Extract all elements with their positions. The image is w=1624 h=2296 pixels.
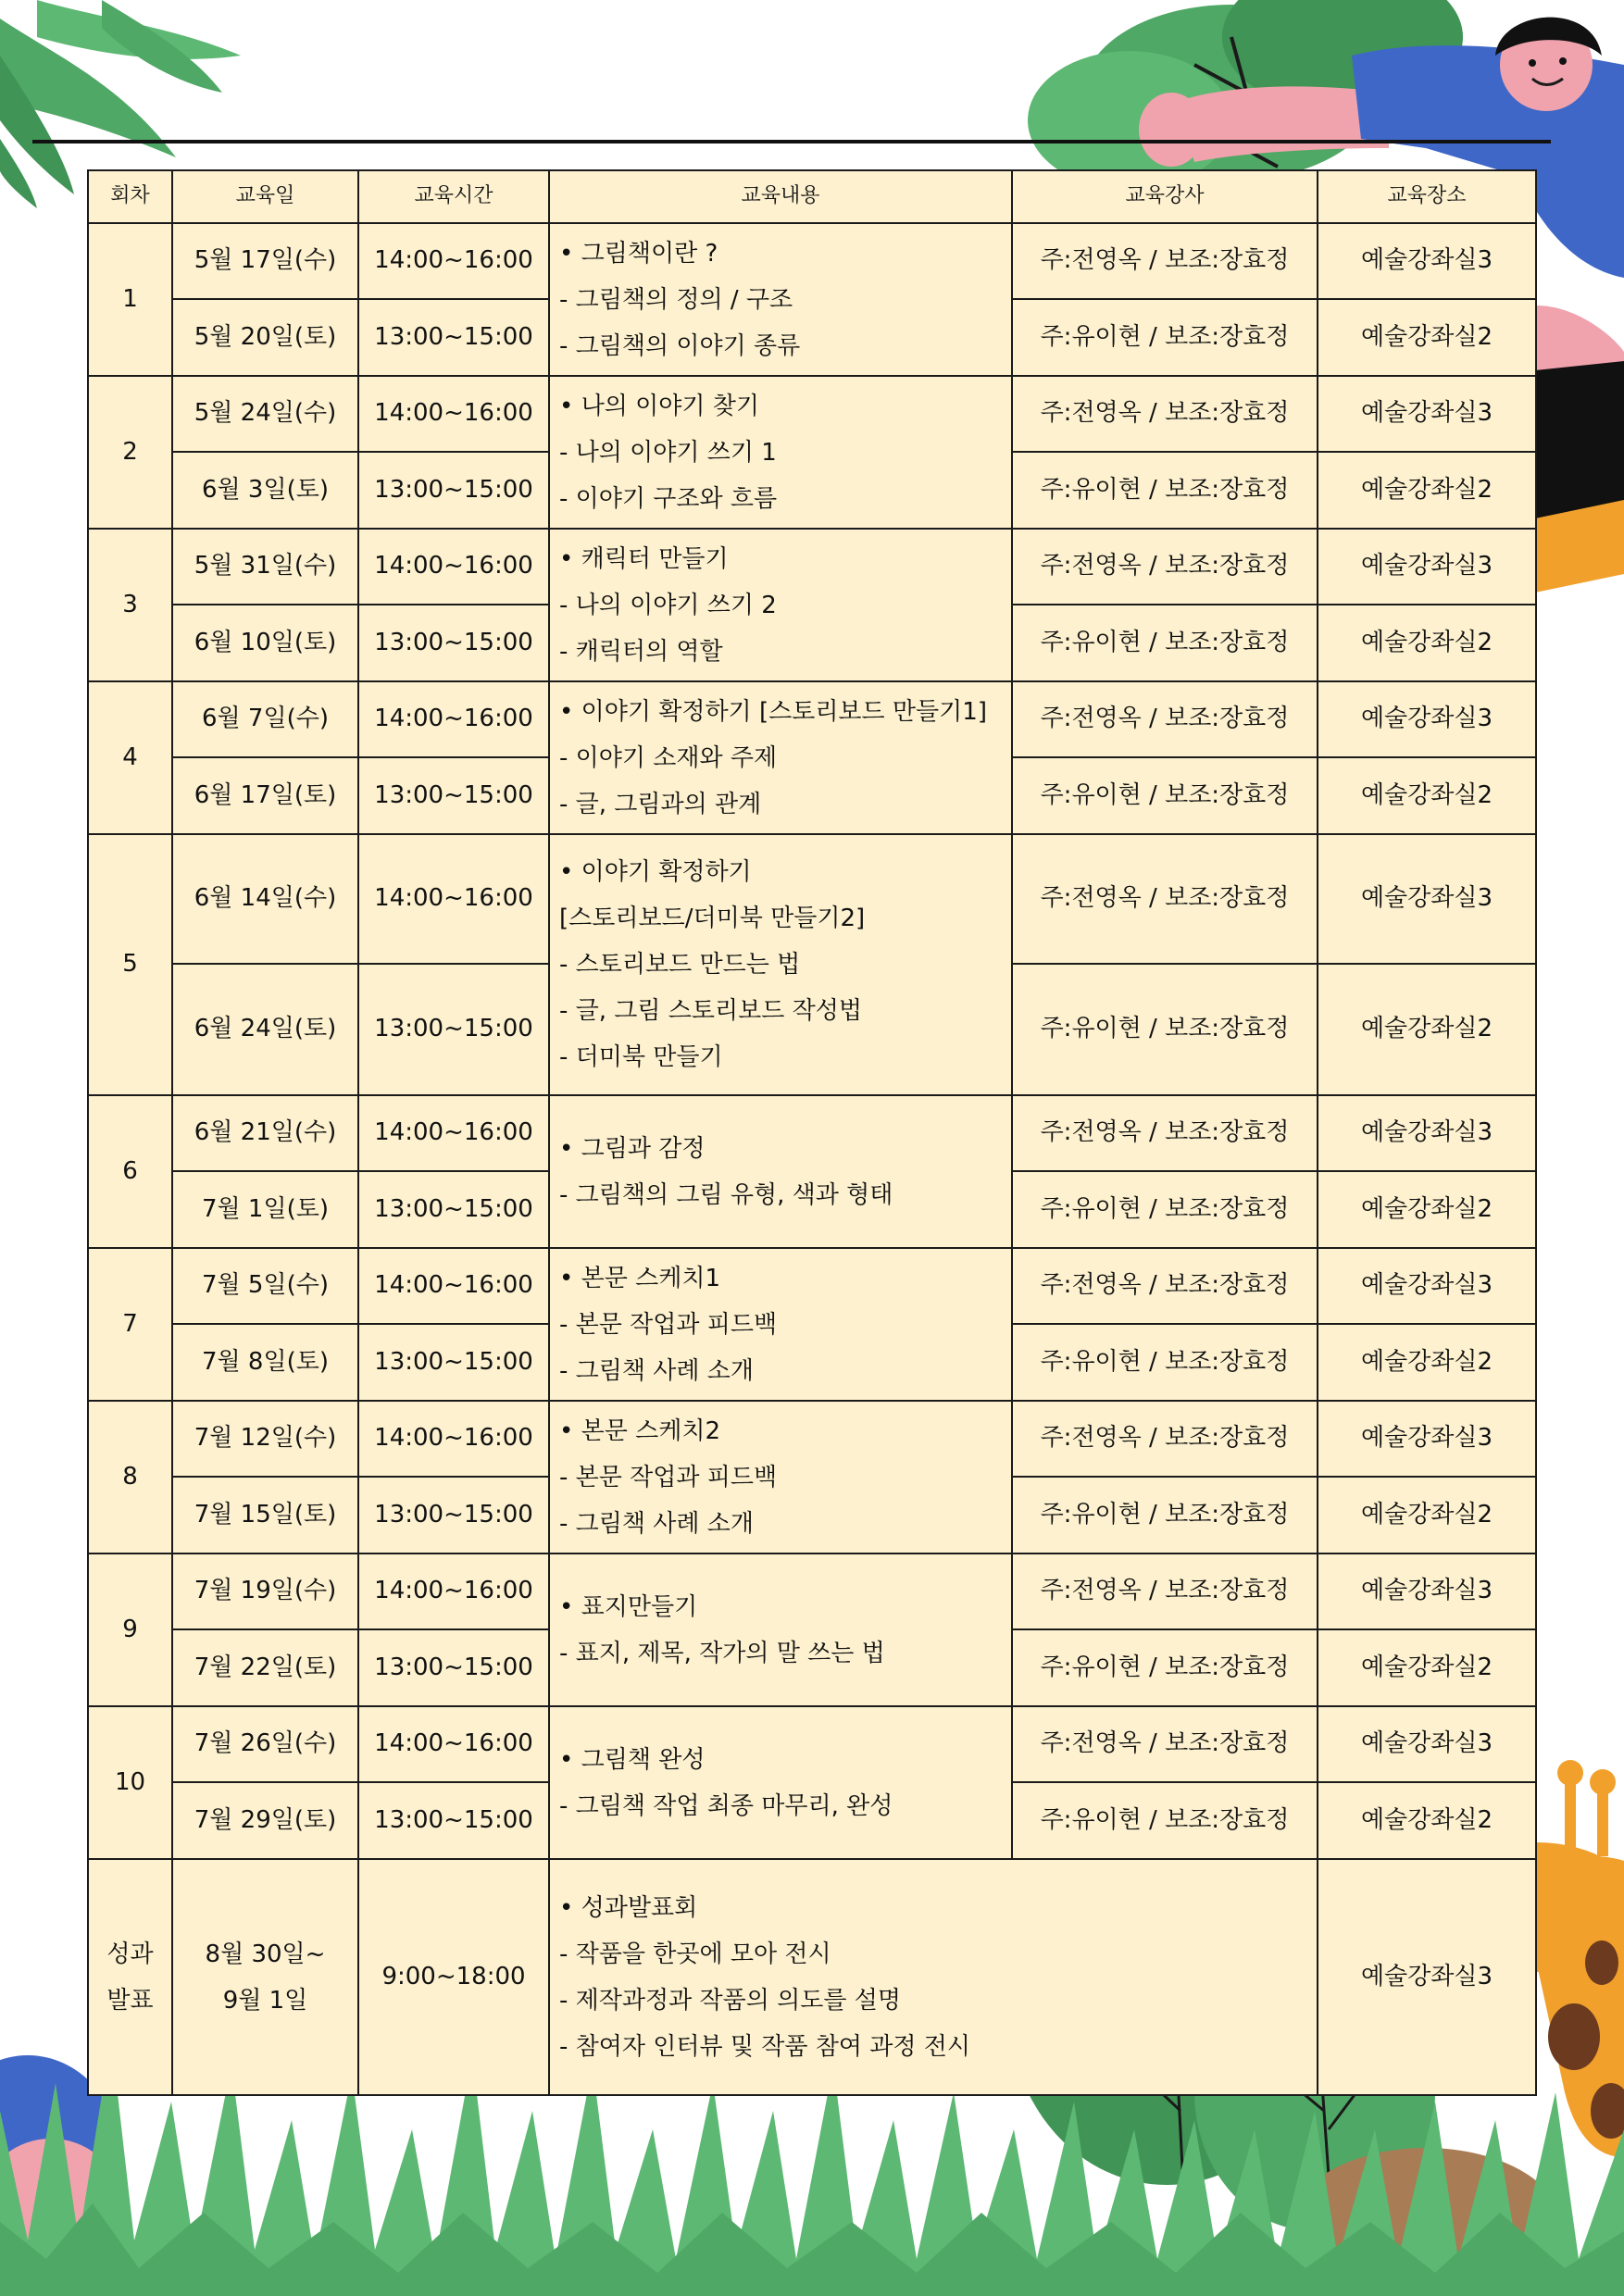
session-instructor: 주:전영옥 / 보조:장효정 (1012, 834, 1318, 964)
content-line: • 본문 스케치2 (559, 1416, 720, 1445)
round-number: 6 (88, 1095, 172, 1248)
table-row (88, 834, 1536, 964)
session-instructor: 주:전영옥 / 보조:장효정 (1012, 1401, 1318, 1477)
session-time: 14:00~16:00 (358, 681, 549, 757)
content-line: - 표지, 제목, 작가의 말 쓰는 법 (559, 1639, 885, 1667)
content-line: - 그림책 사례 소개 (559, 1356, 754, 1385)
session-date: 5월 17일(수) (172, 223, 358, 299)
session-time: 14:00~16:00 (358, 1706, 549, 1782)
round-number: 8 (88, 1401, 172, 1554)
education-schedule-table (87, 169, 1537, 2096)
table-row (88, 1095, 1536, 1171)
session-date: 6월 10일(토) (172, 605, 358, 681)
content-line: - 더미북 만들기 (559, 1043, 723, 1071)
session-time: 13:00~15:00 (358, 299, 549, 376)
round-number: 3 (88, 529, 172, 681)
session-instructor: 주:유이현 / 보조:장효정 (1012, 1629, 1318, 1706)
session-location: 예술강좌실2 (1318, 1324, 1536, 1401)
header-content: 교육내용 (549, 170, 1012, 223)
header-date: 교육일 (172, 170, 358, 223)
session-location: 예술강좌실2 (1318, 964, 1536, 1095)
round-number: 7 (88, 1248, 172, 1401)
session-content (549, 376, 1012, 529)
session-time: 14:00~16:00 (358, 1401, 549, 1477)
session-time: 13:00~15:00 (358, 1782, 549, 1859)
content-line: - 그림책의 이야기 종류 (559, 331, 801, 360)
session-time: 14:00~16:00 (358, 1554, 549, 1629)
session-location: 예술강좌실2 (1318, 1629, 1536, 1706)
session-instructor: 주:전영옥 / 보조:장효정 (1012, 1095, 1318, 1171)
content-line: - 제작과정과 작품의 의도를 설명 (559, 1986, 901, 2015)
content-line: - 본문 작업과 피드백 (559, 1310, 778, 1339)
table-row (88, 1706, 1536, 1782)
session-date: 7월 8일(토) (172, 1324, 358, 1401)
table-row (88, 1248, 1536, 1324)
session-location: 예술강좌실3 (1318, 529, 1536, 605)
session-location: 예술강좌실2 (1318, 1477, 1536, 1554)
session-instructor: 주:전영옥 / 보조:장효정 (1012, 529, 1318, 605)
final-time: 9:00~18:00 (358, 1859, 549, 2095)
content-line: - 그림책 작업 최종 마무리, 완성 (559, 1791, 893, 1820)
session-time: 13:00~15:00 (358, 964, 549, 1095)
session-instructor: 주:유이현 / 보조:장효정 (1012, 757, 1318, 834)
session-location: 예술강좌실2 (1318, 605, 1536, 681)
content-line: • 그림책이란 ? (559, 239, 718, 268)
table-body (88, 223, 1536, 2095)
content-line: • 그림과 감정 (559, 1134, 706, 1163)
session-content (549, 529, 1012, 681)
table-row (88, 376, 1536, 452)
session-instructor: 주:유이현 / 보조:장효정 (1012, 964, 1318, 1095)
session-date: 5월 31일(수) (172, 529, 358, 605)
session-content (549, 834, 1012, 1095)
session-date: 7월 15일(토) (172, 1477, 358, 1554)
session-instructor: 주:전영옥 / 보조:장효정 (1012, 1706, 1318, 1782)
content-line: • 이야기 확정하기 (559, 858, 752, 886)
round-number: 2 (88, 376, 172, 529)
session-date: 7월 1일(토) (172, 1171, 358, 1248)
session-time: 13:00~15:00 (358, 757, 549, 834)
content-line: [스토리보드/더미북 만들기2] (559, 905, 866, 932)
session-location: 예술강좌실3 (1318, 681, 1536, 757)
session-time: 14:00~16:00 (358, 376, 549, 452)
session-content (549, 1248, 1012, 1401)
session-time: 14:00~16:00 (358, 1095, 549, 1171)
header-time: 교육시간 (358, 170, 549, 223)
session-date: 5월 24일(수) (172, 376, 358, 452)
content-line: • 캐릭터 만들기 (559, 544, 729, 573)
table-row-final (88, 1859, 1536, 2095)
session-location: 예술강좌실3 (1318, 1554, 1536, 1629)
session-content (549, 681, 1012, 834)
round-number: 10 (88, 1706, 172, 1859)
session-date: 7월 12일(수) (172, 1401, 358, 1477)
content-line: - 작품을 한곳에 모아 전시 (559, 1940, 831, 1968)
session-location: 예술강좌실2 (1318, 452, 1536, 529)
content-line: - 이야기 소재와 주제 (559, 743, 778, 772)
session-time: 14:00~16:00 (358, 1248, 549, 1324)
round-number: 9 (88, 1554, 172, 1706)
session-time: 14:00~16:00 (358, 529, 549, 605)
date-line: 9월 1일 (222, 1986, 308, 2015)
session-date: 7월 22일(토) (172, 1629, 358, 1706)
session-location: 예술강좌실2 (1318, 299, 1536, 376)
date-line: 8월 30일~ (205, 1940, 326, 1968)
content-line: - 그림책 사례 소개 (559, 1509, 754, 1538)
round-number-final (88, 1859, 172, 2095)
final-date (172, 1859, 358, 2095)
session-instructor: 주:유이현 / 보조:장효정 (1012, 605, 1318, 681)
session-time: 13:00~15:00 (358, 1171, 549, 1248)
session-instructor: 주:전영옥 / 보조:장효정 (1012, 1248, 1318, 1324)
session-date: 5월 20일(토) (172, 299, 358, 376)
table-row (88, 681, 1536, 757)
session-instructor: 주:유이현 / 보조:장효정 (1012, 299, 1318, 376)
session-instructor: 주:전영옥 / 보조:장효정 (1012, 1554, 1318, 1629)
session-date: 6월 14일(수) (172, 834, 358, 964)
session-content (549, 1706, 1012, 1859)
table-header-row (88, 170, 1536, 223)
header-round: 회차 (88, 170, 172, 223)
content-line: • 성과발표회 (559, 1893, 698, 1922)
round-label: 발표 (106, 1986, 154, 2015)
table-row (88, 529, 1536, 605)
content-line: - 캐릭터의 역할 (559, 637, 723, 666)
content-line: • 이야기 확정하기 [스토리보드 만들기1] (559, 697, 987, 726)
top-rule (32, 140, 1551, 144)
session-time: 14:00~16:00 (358, 223, 549, 299)
content-line: • 표지만들기 (559, 1592, 698, 1621)
round-number: 4 (88, 681, 172, 834)
session-time: 13:00~15:00 (358, 1477, 549, 1554)
session-content (549, 223, 1012, 376)
session-instructor: 주:유이현 / 보조:장효정 (1012, 1171, 1318, 1248)
session-instructor: 주:유이현 / 보조:장효정 (1012, 1477, 1318, 1554)
session-instructor: 주:유이현 / 보조:장효정 (1012, 452, 1318, 529)
session-date: 7월 5일(수) (172, 1248, 358, 1324)
session-instructor: 주:전영옥 / 보조:장효정 (1012, 376, 1318, 452)
session-location: 예술강좌실3 (1318, 376, 1536, 452)
session-time: 13:00~15:00 (358, 1629, 549, 1706)
session-date: 7월 19일(수) (172, 1554, 358, 1629)
content-line: - 나의 이야기 쓰기 1 (559, 438, 777, 467)
content-line: - 나의 이야기 쓰기 2 (559, 591, 777, 619)
session-content (549, 1554, 1012, 1706)
content-line: - 그림책의 그림 유형, 색과 형태 (559, 1180, 893, 1209)
session-instructor: 주:유이현 / 보조:장효정 (1012, 1782, 1318, 1859)
content-line: - 글, 그림 스토리보드 작성법 (559, 997, 862, 1025)
session-location: 예술강좌실3 (1318, 834, 1536, 964)
session-date: 6월 7일(수) (172, 681, 358, 757)
round-number: 1 (88, 223, 172, 376)
table-row (88, 1401, 1536, 1477)
session-location: 예술강좌실3 (1318, 1248, 1536, 1324)
session-instructor: 주:전영옥 / 보조:장효정 (1012, 681, 1318, 757)
content-line: - 이야기 구조와 흐름 (559, 484, 778, 513)
session-time: 13:00~15:00 (358, 452, 549, 529)
session-date: 6월 21일(수) (172, 1095, 358, 1171)
content-line: • 나의 이야기 찾기 (559, 392, 759, 420)
header-location: 교육장소 (1318, 170, 1536, 223)
session-location: 예술강좌실2 (1318, 1171, 1536, 1248)
content-line: - 그림책의 정의 / 구조 (559, 285, 793, 314)
session-content (549, 1095, 1012, 1248)
session-location: 예술강좌실2 (1318, 1782, 1536, 1859)
session-content (549, 1401, 1012, 1554)
session-date: 6월 24일(토) (172, 964, 358, 1095)
session-date: 7월 26일(수) (172, 1706, 358, 1782)
session-time: 13:00~15:00 (358, 1324, 549, 1401)
session-instructor: 주:유이현 / 보조:장효정 (1012, 1324, 1318, 1401)
session-location: 예술강좌실3 (1318, 1401, 1536, 1477)
content-line: - 글, 그림과의 관계 (559, 790, 762, 818)
header-instructor: 교육강사 (1012, 170, 1318, 223)
content-line: - 본문 작업과 피드백 (559, 1463, 778, 1491)
table-row (88, 1554, 1536, 1629)
session-location: 예술강좌실3 (1318, 1706, 1536, 1782)
round-number: 5 (88, 834, 172, 1095)
round-label: 성과 (106, 1940, 154, 1968)
content-line: - 스토리보드 만드는 법 (559, 951, 801, 979)
final-location: 예술강좌실3 (1318, 1859, 1536, 2095)
final-content (549, 1859, 1318, 2095)
session-date: 6월 3일(토) (172, 452, 358, 529)
content-line: - 참여자 인터뷰 및 작품 참여 과정 전시 (559, 2032, 970, 2061)
table-row (88, 223, 1536, 299)
content-line: • 본문 스케치1 (559, 1264, 720, 1292)
session-location: 예술강좌실2 (1318, 757, 1536, 834)
session-time: 14:00~16:00 (358, 834, 549, 964)
session-instructor: 주:전영옥 / 보조:장효정 (1012, 223, 1318, 299)
session-date: 7월 29일(토) (172, 1782, 358, 1859)
session-location: 예술강좌실3 (1318, 1095, 1536, 1171)
session-location: 예술강좌실3 (1318, 223, 1536, 299)
content-line: • 그림책 완성 (559, 1745, 706, 1774)
session-date: 6월 17일(토) (172, 757, 358, 834)
session-time: 13:00~15:00 (358, 605, 549, 681)
